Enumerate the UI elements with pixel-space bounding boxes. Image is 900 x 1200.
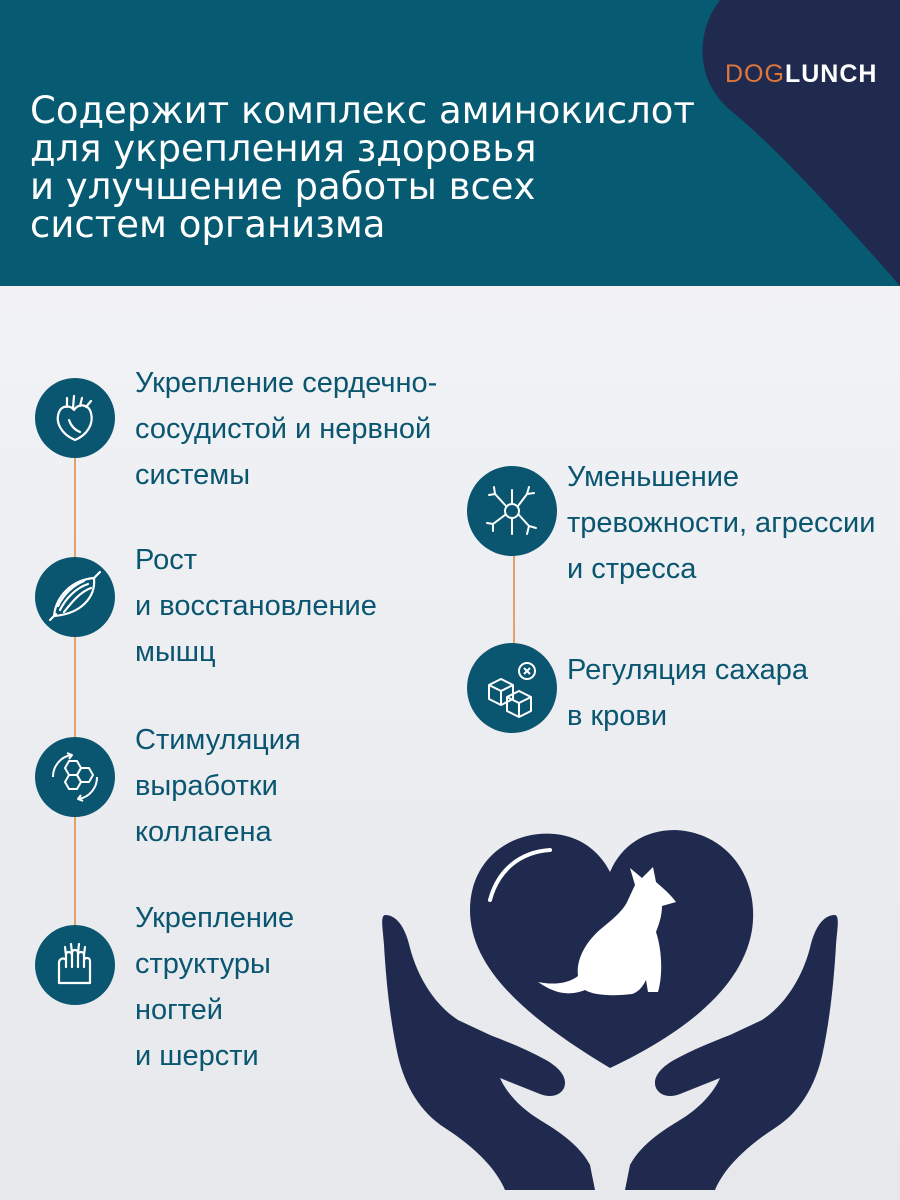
header-banner [0,0,900,286]
benefit-label [135,537,377,675]
benefit-label [567,454,875,592]
icon-badge [35,378,115,458]
left-column-connector [74,458,76,978]
benefit-label-line: Регуляция сахара [567,654,809,686]
benefit-label-line: ногтей [135,994,224,1026]
page-title-line: для укрепления здоровья [30,127,537,170]
benefit-label [135,360,437,498]
benefit-label [135,717,301,855]
benefit-label-line: Стимуляция [135,724,301,756]
neuron-icon [479,478,545,544]
icon-badge [35,925,115,1005]
page-title [30,89,750,246]
icon-badge [467,643,557,733]
benefit-label-line: мышц [135,636,216,668]
benefit-label-line: Укрепление сердечно- [135,367,438,399]
benefit-label-line: и восстановление [135,590,377,622]
hands-heart-dog-illustration [380,820,840,1190]
paw-claws-icon [47,937,103,993]
benefit-label-line: и стресса [567,553,697,585]
benefit-label-line: в крови [567,700,668,732]
benefit-label [135,895,294,1079]
heart-organ-icon [47,390,103,446]
benefit-label-line: Укрепление [135,902,295,934]
page-title-line: Содержит комплекс аминокислот [30,89,695,132]
benefit-label-line: тревожности, агрессии [567,507,876,539]
benefit-label-line: системы [135,459,251,491]
brand-logo [725,60,877,89]
collagen-molecule-icon [45,747,105,807]
page-title-line: и улучшение работы всех [30,165,536,208]
benefit-label [567,647,808,739]
benefit-label-line: Рост [135,544,197,576]
benefit-label-line: выработки [135,770,278,802]
muscle-icon [46,568,104,626]
icon-badge [467,466,557,556]
benefit-label-line: сосудистой и нервной [135,413,432,445]
benefit-label-line: коллагена [135,816,272,848]
brand-logo-lunch: LUNCH [784,60,878,88]
right-column-connector [513,545,515,650]
benefit-label-line: и шерсти [135,1040,259,1072]
icon-badge [35,737,115,817]
brand-logo-dog: DOG [725,60,785,88]
page-title-line: систем организма [30,203,386,246]
icon-badge [35,557,115,637]
sugar-cubes-icon [481,657,543,719]
benefit-label-line: Уменьшение [567,461,740,493]
benefit-label-line: структуры [135,948,271,980]
